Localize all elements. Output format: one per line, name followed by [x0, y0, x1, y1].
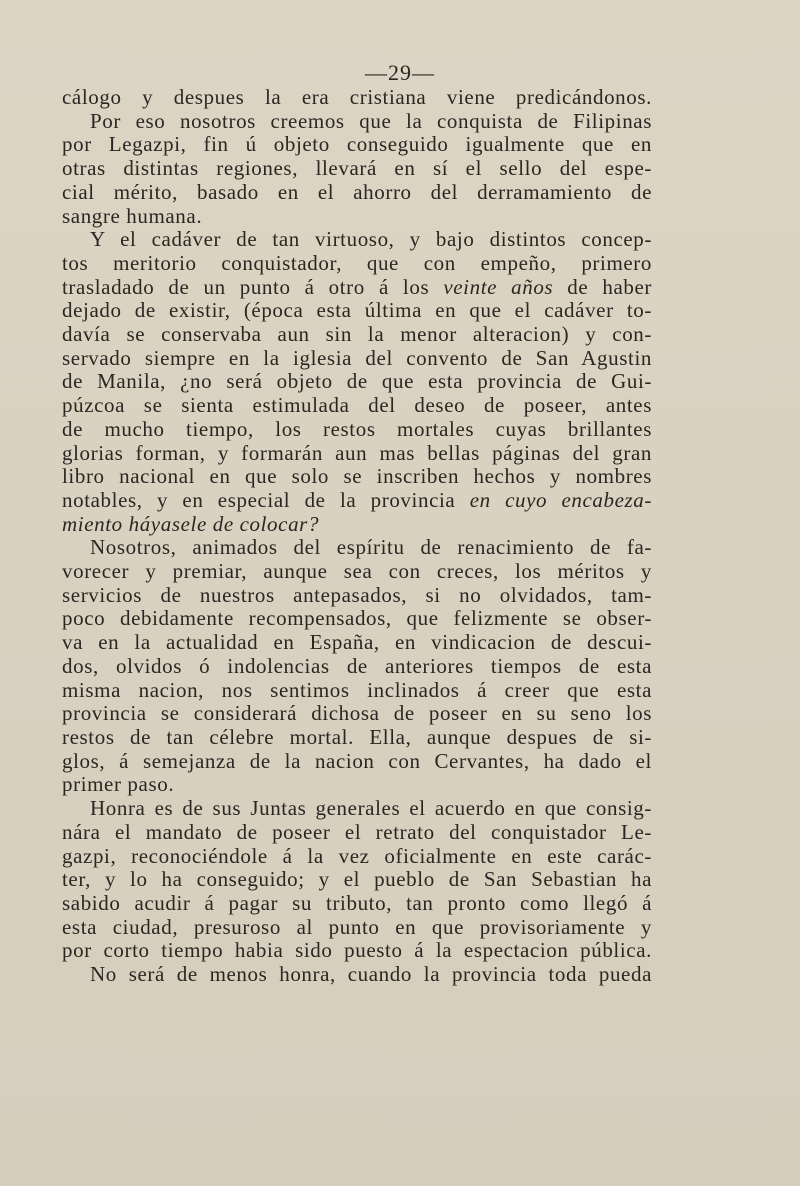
text-line [62, 631, 652, 655]
text-line [62, 892, 652, 916]
italic-text: miento háyasele de colocar? [62, 511, 320, 536]
text-segment: de mucho tiempo, los restos mortales cuyas brillantes [62, 416, 652, 441]
text-segment: notables, y en especial de la provincia [62, 487, 470, 512]
text-segment: vorecer y premiar, aunque sea con creces, los méritos y [62, 559, 652, 584]
text-line [62, 86, 652, 110]
text-segment: misma nacion, nos sentimos inclinados á creer que esta [62, 677, 652, 702]
body-text [62, 86, 652, 987]
text-line [62, 418, 652, 442]
text-line [62, 679, 652, 703]
text-segment: va en la actualidad en España, en vindicacion de descui- [62, 630, 652, 655]
text-segment: trasladado de un punto á otro á los [62, 274, 444, 299]
text-line [62, 560, 652, 584]
text-line [62, 773, 652, 797]
text-line [62, 726, 652, 750]
text-segment: provincia se considerará dichosa de poseer en su seno los [62, 701, 652, 726]
text-segment: por Legazpi, fin ú objeto conseguido igualmente que en [62, 132, 652, 157]
text-line [62, 394, 652, 418]
text-line [62, 323, 652, 347]
text-segment: esta ciudad, presuroso al punto en que provisoriamente y [62, 914, 652, 939]
text-line [62, 797, 652, 821]
text-line [62, 347, 652, 371]
text-segment: servicios de nuestros antepasados, si no olvidados, tam- [62, 582, 652, 607]
text-segment: restos de tan célebre mortal. Ella, aunque despues de si- [62, 724, 652, 749]
text-segment: Y el cadáver de tan virtuoso, y bajo distintos concep- [90, 227, 652, 252]
text-line [62, 655, 652, 679]
text-segment: sabido acudir á pagar su tributo, tan pronto como llegó á [62, 890, 652, 915]
text-segment: otras distintas regiones, llevará en sí el sello del espe- [62, 156, 652, 181]
text-segment: por corto tiempo habia sido puesto á la espectacion pública. [62, 938, 652, 963]
text-line [62, 370, 652, 394]
text-segment: tos meritorio conquistador, que con empeño, primero [62, 250, 652, 275]
text-segment: sangre humana. [62, 203, 203, 228]
text-segment: púzcoa se sienta estimulada del deseo de poseer, antes [62, 393, 652, 418]
text-line [62, 489, 652, 513]
text-segment: primer paso. [62, 772, 175, 797]
text-line [62, 110, 652, 134]
text-line [62, 536, 652, 560]
text-line [62, 845, 652, 869]
text-segment: No será de menos honra, cuando la provincia toda pueda [90, 962, 652, 987]
text-line [62, 228, 652, 252]
text-line [62, 963, 652, 987]
text-line [62, 584, 652, 608]
text-line [62, 750, 652, 774]
text-line [62, 821, 652, 845]
text-segment: de Manila, ¿no será objeto de que esta provincia de Gui- [62, 369, 652, 394]
text-line [62, 133, 652, 157]
text-segment: dejado de existir, (época esta última en que el cadáver to- [62, 298, 652, 323]
text-segment: libro nacional en que solo se inscriben hechos y nombres [62, 464, 652, 489]
text-line [62, 252, 652, 276]
text-line [62, 205, 652, 229]
text-line [62, 465, 652, 489]
text-segment: dos, olvidos ó indolencias de anteriores tiempos de esta [62, 653, 652, 678]
text-segment: davía se conservaba aun sin la menor alteracion) y con- [62, 322, 652, 347]
text-line [62, 868, 652, 892]
text-segment: de haber [553, 274, 653, 299]
text-segment: gazpi, reconociéndole á la vez oficialmente en este carác- [62, 843, 652, 868]
text-segment: ter, y lo ha conseguido; y el pueblo de San Sebastian ha [62, 867, 652, 892]
italic-text: veinte años [443, 274, 554, 299]
page-number: —29— [365, 60, 435, 85]
text-line [62, 181, 652, 205]
text-line [62, 442, 652, 466]
text-line [62, 513, 652, 537]
text-segment: nára el mandato de poseer el retrato del conquistador Le- [62, 819, 652, 844]
text-line [62, 916, 652, 940]
text-line [62, 276, 652, 300]
text-segment: Por eso nosotros creemos que la conquista de Filipinas [90, 108, 652, 133]
text-segment: cial mérito, basado en el ahorro del derramamiento de [62, 179, 652, 204]
text-segment: glos, á semejanza de la nacion con Cervantes, ha dado el [62, 748, 652, 773]
text-segment: cálogo y despues la era cristiana viene predicándonos. [62, 85, 652, 109]
text-line [62, 939, 652, 963]
text-line [62, 702, 652, 726]
text-segment: Honra es de sus Juntas generales el acuerdo en que consig- [90, 796, 652, 821]
text-segment: poco debidamente recompensados, que felizmente se obser- [62, 606, 652, 631]
text-line [62, 607, 652, 631]
text-segment: Nosotros, animados del espíritu de renacimiento de fa- [90, 535, 652, 560]
text-line [62, 299, 652, 323]
text-line [62, 157, 652, 181]
text-segment: servado siempre en la iglesia del convento de San Agustin [62, 345, 652, 370]
italic-text: en cuyo encabeza- [469, 487, 652, 512]
text-segment: glorias forman, y formarán aun mas bellas páginas del gran [62, 440, 652, 465]
